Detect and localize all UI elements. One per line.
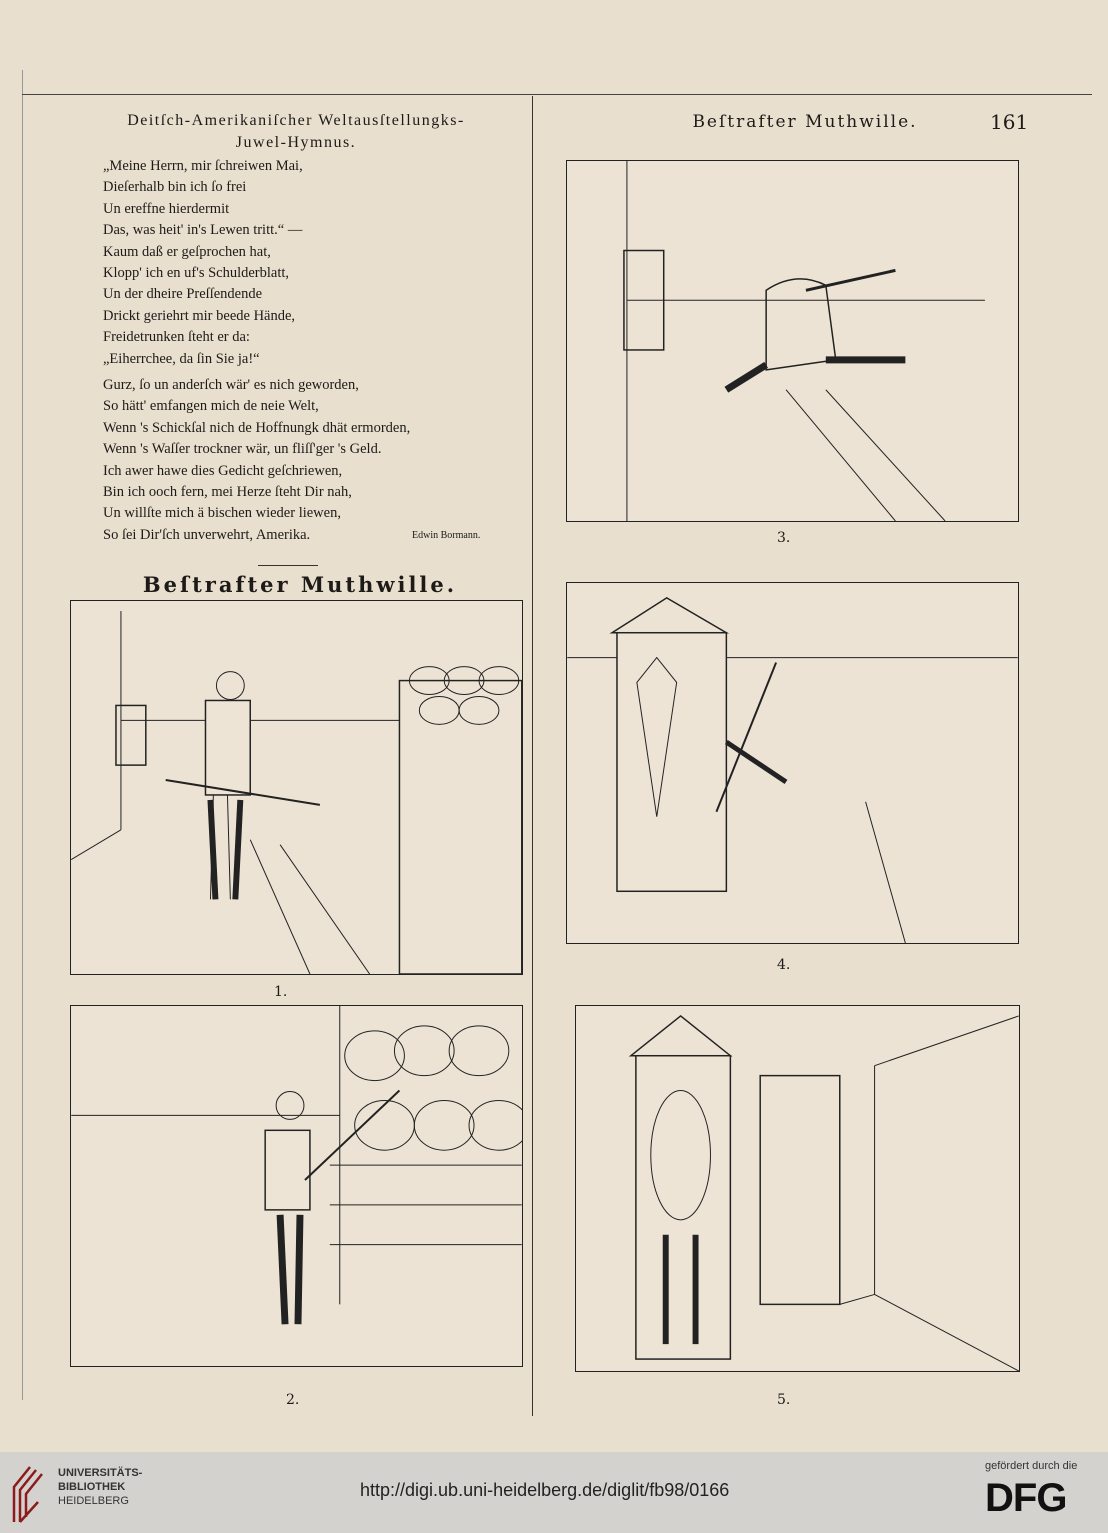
- poem-stanza-1: [103, 156, 303, 370]
- story-title: Beſtrafter Muthwille.: [142, 572, 458, 597]
- poem-stanza-2: [103, 375, 410, 546]
- panel-caption-3: 3.: [777, 530, 791, 546]
- poem-line: „Eiherrchee, da ſin Sie ja!“: [103, 350, 260, 367]
- panel-caption-4: 4.: [777, 957, 791, 973]
- poem-author: Edwin Bormann.: [412, 530, 481, 541]
- panel-caption-5: 5.: [777, 1392, 791, 1408]
- stung-soldier-in-sentry-box-illustration: [576, 1006, 1019, 1371]
- poem-line: Klopp' ich en uf's Schulderblatt,: [103, 265, 290, 282]
- section-separator: [258, 565, 318, 566]
- comic-panel-4: [566, 582, 1019, 944]
- column-divider: [532, 96, 533, 1416]
- poem-line: Gurz, ſo un anderſch wär' es nich geworden,: [103, 377, 359, 393]
- library-name-line: UNIVERSITÄTS-: [58, 1467, 143, 1479]
- poem-title-line: Juwel-Hymnus.: [235, 134, 357, 151]
- panel-caption-2: 2.: [286, 1392, 300, 1408]
- poem-line: Un ereffne hierdermit: [103, 200, 230, 217]
- comic-panel-3: [566, 160, 1019, 522]
- dfg-logo: DFG: [985, 1476, 1067, 1520]
- running-header: Beſtrafter Muthwille.: [692, 112, 918, 132]
- funding-text: gefördert durch die: [985, 1460, 1078, 1472]
- poem-line: Un der dheire Preſſendende: [103, 286, 263, 303]
- page-number: 161: [990, 110, 1029, 134]
- ub-heidelberg-logo-icon: [8, 1462, 50, 1528]
- permalink-url[interactable]: http://digi.ub.uni-heidelberg.de/diglit/fb98/0166: [360, 1480, 730, 1500]
- soldier-by-beehives-illustration: [71, 601, 522, 974]
- poem-title-line: Deitſch-Amerikaniſcher Weltausſtellungks-: [127, 112, 465, 129]
- poem-title: [66, 110, 526, 154]
- library-name-line: BIBLIOTHEK: [58, 1481, 126, 1493]
- comic-panel-2: [70, 1005, 523, 1367]
- man-running-away-illustration: [567, 161, 1018, 521]
- poem-line: So ſei Dir'ſch unverwehrt, Amerika.: [103, 526, 311, 543]
- library-name-line: HEIDELBERG: [58, 1495, 129, 1507]
- poem-line: Dieſerhalb bin ich ſo frei: [103, 179, 247, 196]
- poem-line: Kaum daß er geſprochen hat,: [103, 243, 271, 260]
- poem-line: Un willſte mich ä bischen wieder liewen,: [103, 505, 341, 522]
- poem-line: Das, was heit' in's Lewen tritt.“ —: [103, 222, 303, 239]
- comic-panel-5: [575, 1005, 1020, 1372]
- comic-panel-1: [70, 600, 523, 975]
- poem-line: Wenn 's Waſſer trockner wär, un fliſſ'ger 's Geld.: [103, 441, 382, 458]
- poem-line: Bin ich ooch fern, mei Herze ſteht Dir nah,: [103, 484, 352, 501]
- library-name: [58, 1466, 142, 1508]
- page-edge: [22, 70, 23, 1400]
- poem-line: „Meine Herrn, mir ſchreiwen Mai,: [103, 158, 303, 174]
- header-rule: [22, 94, 1092, 95]
- poem-line: Wenn 's Schickſal nich de Hoffnungk dhät ermorden,: [103, 419, 411, 436]
- soldier-hiding-in-sentry-box-illustration: [567, 583, 1018, 943]
- poem-line: Freidetrunken ſteht er da:: [103, 329, 250, 346]
- poem-line: Drickt geriehrt mir beede Hände,: [103, 307, 296, 324]
- poem-line: Ich awer hawe dies Gedicht geſchriewen,: [103, 462, 343, 479]
- library-footer: [0, 1452, 1108, 1533]
- poem-line: So hätt' emfangen mich de neie Welt,: [103, 398, 319, 415]
- soldier-aiming-at-beehives-illustration: [71, 1006, 522, 1366]
- panel-caption-1: 1.: [274, 984, 288, 1000]
